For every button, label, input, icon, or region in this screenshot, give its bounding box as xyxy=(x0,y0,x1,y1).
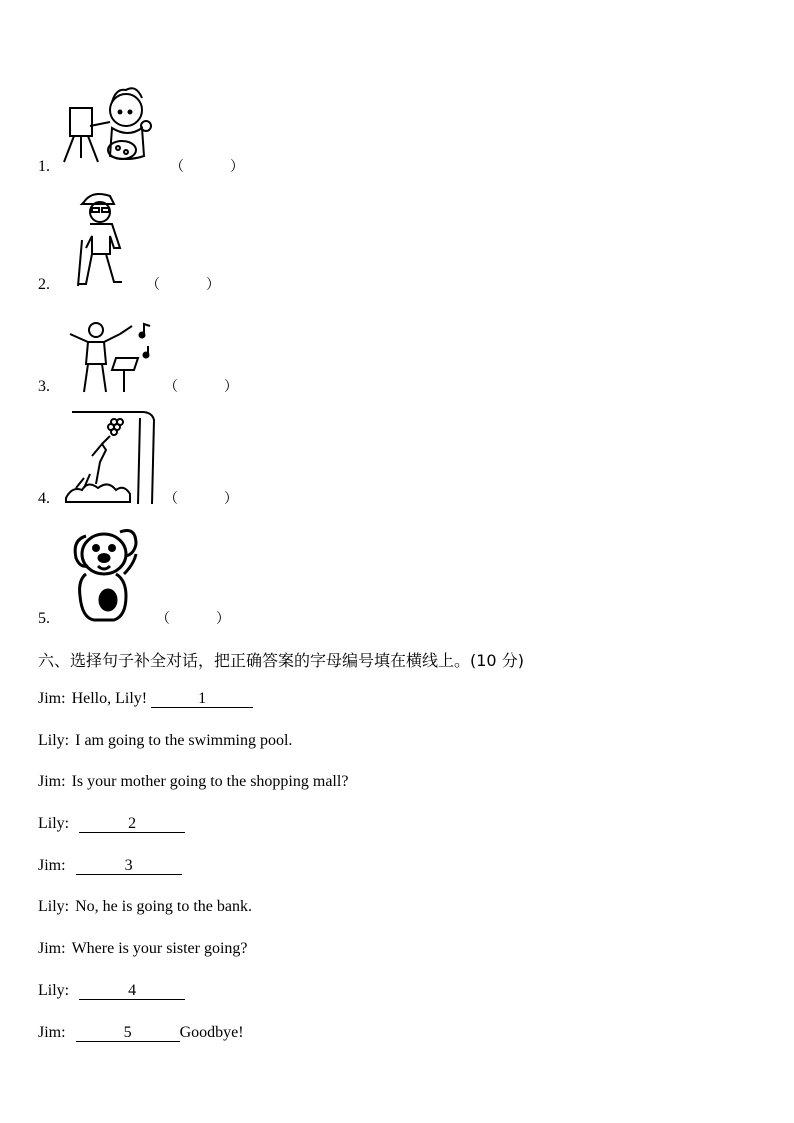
item-number: 2. xyxy=(38,276,50,293)
dialogue-line: Lily: 4 xyxy=(38,982,185,1000)
dialogue-line: Lily: 2 xyxy=(38,815,185,833)
conductor-music-icon xyxy=(62,318,156,396)
answer-blank[interactable]: 4 xyxy=(79,983,185,1000)
old-man-walking-icon xyxy=(72,190,134,290)
item-number: 5. xyxy=(38,610,50,627)
answer-parentheses[interactable]: （ ） xyxy=(164,492,238,507)
answer-parentheses[interactable]: （ ） xyxy=(146,278,220,293)
item-number: 4. xyxy=(38,490,50,507)
dog-waving-icon xyxy=(68,522,140,622)
dialogue-line: Jim: Is your mother going to the shopping mall? xyxy=(38,773,349,790)
dialogue-line: Jim: Where is your sister going? xyxy=(38,940,248,957)
girl-painting-icon xyxy=(60,86,172,172)
fox-grapes-tree-icon xyxy=(62,408,156,506)
answer-parentheses[interactable]: （ ） xyxy=(164,380,238,395)
dialogue-line: Lily: I am going to the swimming pool. xyxy=(38,732,293,749)
dialogue-line: Jim: 3 xyxy=(38,857,182,875)
answer-blank[interactable]: 2 xyxy=(79,816,185,833)
answer-blank[interactable]: 1 xyxy=(151,691,253,708)
dialogue-line: Jim: 5 Goodbye! xyxy=(38,1024,244,1041)
section-heading: 六、选择句子补全对话，把正确答案的字母编号填在横线上。(10 分) xyxy=(38,651,524,670)
dialogue-line: Lily: No, he is going to the bank. xyxy=(38,898,252,915)
answer-blank[interactable]: 3 xyxy=(76,858,182,875)
dialogue-line: Jim: Hello, Lily! 1 xyxy=(38,690,253,708)
item-number: 1. xyxy=(38,158,50,175)
item-number: 3. xyxy=(38,378,50,395)
answer-parentheses[interactable]: （ ） xyxy=(170,160,244,175)
answer-blank[interactable]: 5 xyxy=(76,1025,180,1042)
answer-parentheses[interactable]: （ ） xyxy=(156,612,230,627)
